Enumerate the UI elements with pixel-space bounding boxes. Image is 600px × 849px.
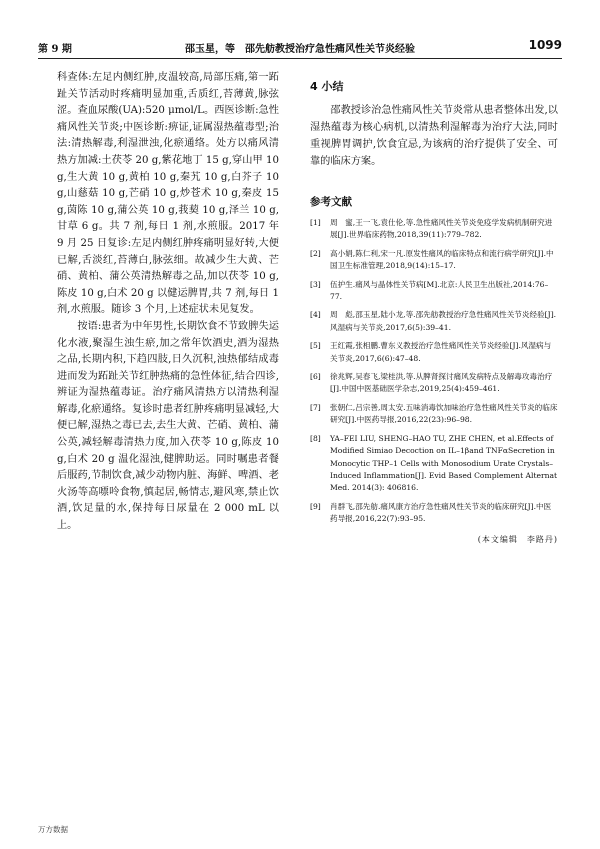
- section-title: 4 小结: [310, 80, 344, 93]
- reference-item: [310, 279, 558, 304]
- issue-label: 第 9 期: [38, 44, 72, 55]
- reference-text: 王红霞,张相鹏.曹东义教授治疗急性痛风性关节炎经验[J].风湿病与关节炎,2017,6(6):47–48.: [330, 341, 552, 363]
- case-paragraph: 科查体:左足内侧红肿,皮温较高,局部压痛,第一跖趾关节活动时疼痛明显加重,舌质红,苔薄黄,脉弦涩。查血尿酸(UA):520 μmol/L。西医诊断:急性痛风性关节炎;中医诊断:痹证,证属湿热蕴毒型;治法:清热解毒,利湿泄浊,化瘀通络。处方以痛风清热方加减:土茯苓 20 g,紫花地丁 15 g,穿山甲 10 g,生大黄 10 g,黄柏 10 g,秦艽 10 g,白芥子 10 g,山慈菇 10 g,芒硝 10 g,炒苍术 10 g,秦皮 15 g,茵陈 10 g,蒲公英 10 g,莪葜 10 g,泽兰 10 g,甘草 6 g。共 7 剂,每日 1 剂,水煎服。2017 年 9 月 25 日复诊:左足内侧红肿疼痛明显好转,大便已解,舌淡红,苔薄白,脉弦细。故减少生大黄、芒硝、黄柏、蒲公英清热解毒之品,加以茯苓 10 g,陈皮 10 g,白术 20 g 以健运脾胃,共 7 剂,每日 1 剂,水煎服。随诊 3 个月,上述症状未见复发。: [57, 72, 279, 316]
- header-rule: [38, 58, 562, 59]
- reference-list: [310, 217, 558, 526]
- reference-text: 周 蜜,王一飞,袁仕伦,等.急性痛风性关节炎免疫学发病机制研究进展[J].世界临床药物,2018,39(11):779–782.: [330, 218, 553, 240]
- reference-item: [310, 402, 558, 427]
- reference-text: 徐兆辉,吴春飞,梁桂洪,等.从脾肾探讨痛风发病特点及解毒攻毒治疗[J].中国中医基础医学杂志,2019,25(4):459–461.: [330, 372, 553, 394]
- reference-item: [310, 309, 558, 334]
- reference-item: [310, 433, 558, 495]
- right-column: [310, 70, 558, 545]
- reference-text: YA–FEI LIU, SHENG–HAO TU, ZHE CHEN, et al.Effects of Modified Simiao Decoction on IL–1βand TNFαSecretion in Monocytic THP–1 Cells with Monosodium Urate Crystals–Induced Inflammation[J]. Evid Based Complement Alternat Med. 2014(3): 406816.: [330, 433, 558, 493]
- page-number: 1099: [528, 38, 562, 52]
- left-column: [57, 70, 279, 535]
- reference-item: [310, 501, 558, 526]
- reference-number: [1]: [310, 218, 321, 227]
- reference-item: [310, 217, 558, 242]
- watermark: 万方数据: [38, 825, 68, 834]
- reference-text: 伍护生.痛风与晶体性关节病[M].北京:人民卫生出版社,2014:76–77.: [330, 279, 549, 302]
- reference-item: [310, 340, 558, 365]
- reference-item: [310, 248, 558, 273]
- reference-text: 高小娟,陈仁利,宋一凡.原发性痛风的临床特点和流行病学研究[J].中国卫生标准管理,2018,9(14):15–17.: [330, 248, 554, 271]
- commentary-paragraph: 按语:患者为中年男性,长期饮食不节致脾失运化水液,聚湿生浊生瘀,加之常年饮酒史,酒为湿热之品,长期内积,下趋四肢,日久沉积,浊热郁结成毒进而发为跖趾关节红肿热痛的急性体征,结合四诊,辨证为湿热蕴毒证。治疗痛风清热方以清热利湿解毒,化瘀通络。复诊时患者红肿疼痛明显减轻,大便已解,湿热之毒已去,去生大黄、芒硝、黄柏、蒲公英,减轻解毒清热力度,加入茯苓 10 g,陈皮 10 g,白术 20 g 温化湿浊,健脾助运。同时嘱患者餐后服药,节制饮食,减少动物内脏、海鲜、啤酒、老火汤等高嘌呤食物,慎起居,畅情志,避风寒,禁止饮酒,饮足量的水,保持每日尿量在 2 000 mL 以上。: [57, 320, 279, 532]
- reference-number: [6]: [310, 372, 321, 382]
- reference-item: [310, 371, 558, 396]
- reference-text: 肖群飞,邵先舫.痛风康方治疗急性痛风性关节炎的临床研究[J].中医药导报,2016,22(7):93–95.: [330, 501, 552, 524]
- editor-note: (本文编辑 李路丹): [477, 534, 558, 544]
- reference-text: 张朝仁,吕宗善,周太安.五味消毒饮加味治疗急性痛风性关节炎的临床研究[J].中医药导报,2016,22(23):96–98.: [330, 402, 558, 425]
- reference-text: 周 彪,邵玉星,陆小龙,等.邵先舫教授治疗急性痛风性关节炎经验[J].风湿病与关节炎,2017,6(5):39–41.: [330, 310, 557, 332]
- reference-number: [8]: [310, 433, 321, 443]
- running-title: 邵玉星，等 邵先舫教授治疗急性痛风性关节炎经验: [185, 44, 415, 55]
- page-header: [38, 38, 562, 54]
- references-title: 参考文献: [310, 196, 352, 208]
- reference-number: [4]: [310, 310, 321, 320]
- reference-number: [5]: [310, 341, 321, 351]
- reference-number: [2]: [310, 248, 321, 258]
- reference-number: [3]: [310, 279, 321, 289]
- section-body: 邵教授诊治急性痛风性关节炎常从患者整体出发,以湿热蕴毒为核心病机,以清热利湿解毒为治疗大法,同时重视脾胃调护,饮食宜忌,为该病的治疗提供了安全、可靠的临床方案。: [310, 105, 558, 167]
- reference-number: [7]: [310, 402, 321, 412]
- reference-number: [9]: [310, 501, 321, 511]
